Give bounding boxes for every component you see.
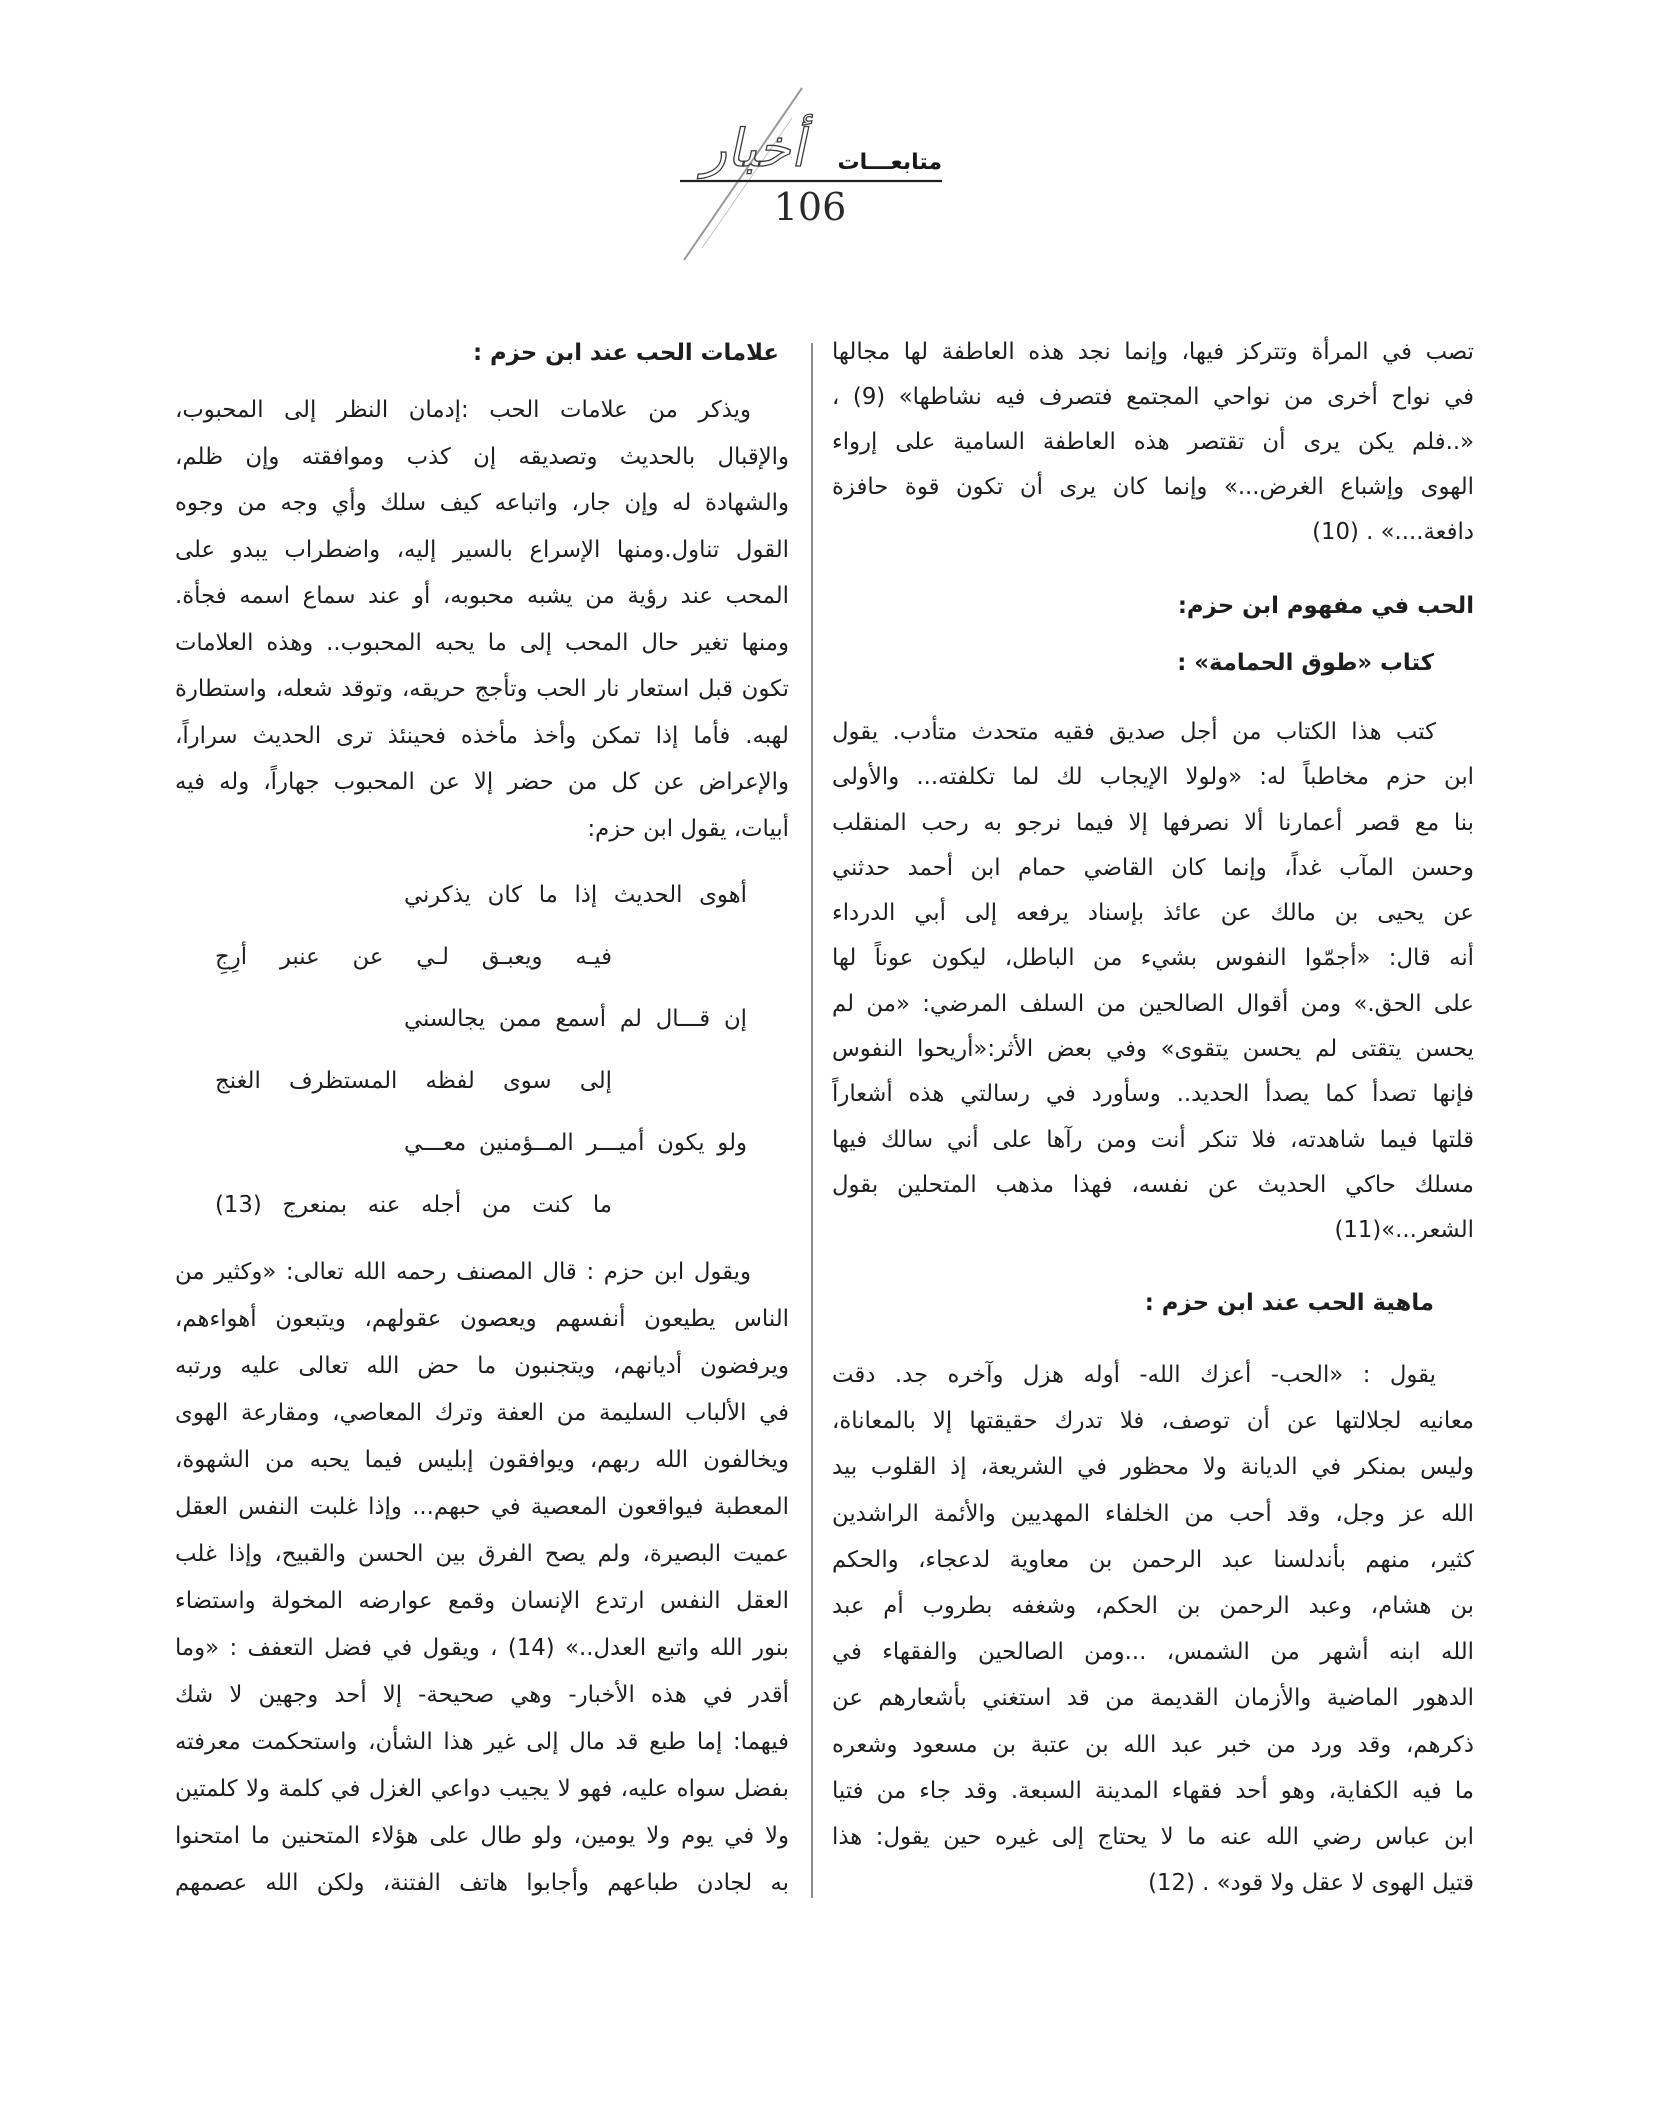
- text-line: ويقول ابن حزم : قال المصنف رحمه الله تعالى: «وكثير من: [175, 1259, 751, 1285]
- text-line: فإنها تصدأ كما يصدأ الحديد.. وسأورد في رسالتي هذه أشعاراً: [832, 1081, 1474, 1108]
- text-line: المحب عند رؤية من يشبه محبوبه، أو عند سماع اسمه فجأة.: [175, 583, 789, 609]
- right-column: [832, 0, 1474, 2126]
- text-line: أبيات، يقول ابن حزم:: [587, 815, 789, 842]
- section-heading: علامات الحب عند ابن حزم :: [472, 340, 779, 366]
- text-line: الناس يطيعون أنفسهم ويعصون عقولهم، ويتبعون أهواءهم،: [175, 1306, 789, 1332]
- text-line: الله ابنه أشهر من الشمس، ...ومن الصالحين والفقهاء في: [832, 1639, 1474, 1666]
- text-line: والإعراض عن كل من حضر إلا عن المحبوب جهاراً، وله فيه: [175, 769, 789, 795]
- text-line: وليس بمنكر في الديانة ولا محظور في الشريعة، إذ القلوب بيد: [832, 1454, 1474, 1481]
- paragraph: [175, 1249, 789, 1907]
- text-line: في نواح أخرى من نواحي المجتمع فتصرف فيه نشاطها» (9) ،: [832, 384, 1475, 410]
- column-divider: [811, 343, 813, 1898]
- text-line: والشهادة له وإن جار، واتباعه كيف سلك وأي وجه من وجوه: [175, 490, 789, 516]
- paragraph: [175, 387, 789, 852]
- page-number: 106: [773, 185, 847, 229]
- text-line: ذكرهم، وقد ورد من خبر عبد الله بن عتبة بن مسعود وشعره: [832, 1731, 1474, 1758]
- poem-verse: فيـه ويعبـق لـي عن عنبر أرِجِ: [215, 944, 612, 970]
- text-line: ومنها تغير حال المحب إلى ما يحبه المحبوب.. وهذه العلامات: [175, 629, 789, 656]
- heading-block: [832, 1280, 1474, 1326]
- text-line: ما فيه الكفاية، وهو أحد فقهاء المدينة السبعة. وقد جاء من فتيا: [832, 1777, 1474, 1804]
- poem: [175, 864, 789, 1236]
- text-line: ابن حزم مخاطباً له: «ولولا الإيجاب لك لما تكلفته... والأولى: [832, 764, 1474, 791]
- text-line: الله عز وجل، وقد أحب من الخلفاء المهديين والأئمة الراشدين: [832, 1500, 1474, 1527]
- text-line: العقل النفس ارتدع الإنسان وقمع عوارضه المخولة واستضاء: [175, 1588, 789, 1614]
- poem-verse: أهوى الحديث إذا ما كان يذكرني: [404, 882, 747, 908]
- text-line: مسلك حاكي الحديث عن نفسه، فهذا مذهب المتحلين بقول: [832, 1171, 1474, 1198]
- paragraph: [832, 1352, 1474, 1906]
- text-line: ابن عباس رضي الله عنه ما لا يحتاج إلى غيره حين يقول: هذا: [832, 1823, 1474, 1850]
- section-heading: الحب في مفهوم ابن حزم:: [1177, 593, 1474, 619]
- text-line: «..فلم يكن يرى أن تقتصر هذه العاطفة السامية على إرواء: [832, 429, 1474, 455]
- left-column: [175, 0, 789, 2126]
- text-line: وحسن المآب غداً، وإنما كان القاضي حمام ابن أحمد حدثني: [832, 854, 1474, 881]
- paragraph: [832, 330, 1474, 555]
- section-subheading: كتاب «طوق الحمامة» :: [1177, 650, 1434, 676]
- poem-verse: ما كنت من أجله عنه بمنعرج (13): [215, 1192, 612, 1218]
- heading-block: [832, 583, 1474, 629]
- text-line: دافعة....» . (10): [1312, 519, 1474, 545]
- text-line: على الحق.» ومن أقوال الصالحين من السلف المرضي: «من لم: [832, 990, 1474, 1017]
- text-line: كثير، منهم بأندلسنا عبد الرحمن بن معاوية لدعجاء، والحكم: [832, 1546, 1474, 1573]
- text-line: ويرفضون أديانهم، ويتجنبون ما حض الله تعالى عليه ورتبه: [175, 1353, 789, 1379]
- text-line: بنور الله واتبع العدل..» (14) ، ويقول في فضل التعفف : «وما: [175, 1635, 789, 1661]
- text-line: يحسن يتقتى لم يحسن يتقوى» وفي بعض الأثر:«أريحوا النفوس: [832, 1036, 1474, 1063]
- text-line: الشعر...»(11): [1334, 1217, 1474, 1244]
- text-line: الهوى وإشباع الغرض...» وإنما كان يرى أن تكون قوة حافزة: [832, 474, 1474, 500]
- text-line: بنا مع قصر أعمارنا ألا نصرفها إلا فيما نرجو به رحب المنقلب: [832, 809, 1474, 836]
- poem-verse: إلى سوى لفظه المستظرف الغنج: [215, 1068, 612, 1094]
- text-line: تكون قبل استعار نار الحب وتأجج حريقه، وتوقد شعله، واستطارة: [175, 676, 789, 702]
- poem-verse: إن قـــال لم أسمع ممن يجالسني: [404, 1006, 747, 1032]
- text-line: تصب في المرأة وتتركز فيها، وإنما نجد هذه العاطفة لها مجالها: [832, 339, 1474, 365]
- text-line: أنه قال: «أجمّوا النفوس بشيء من الباطل، ليكون عوناً لها: [832, 945, 1474, 972]
- text-line: المعطبة فيواقعون المعصية في حبهم... وإذا غلبت النفس العقل: [175, 1494, 789, 1520]
- text-line: ولا في يوم ولا يومين، ولو طال على هؤلاء المتحنين ما امتحنوا: [175, 1823, 789, 1849]
- text-line: ويذكر من علامات الحب :إدمان النظر إلى المحبوب،: [175, 397, 751, 423]
- text-line: معانيه لجلالتها عن أن توصف، فلا تدرك حقيقتها إلا بالمعاناة،: [832, 1408, 1474, 1435]
- text-line: يقول : «الحب- أعزك الله- أوله هزل وآخره جد. دقت: [832, 1362, 1436, 1388]
- text-line: لهبه. فأما إذا تمكن وأخذ مأخذه فحينئذ ترى الحديث سراراً،: [175, 722, 789, 749]
- heading-block: [175, 330, 789, 376]
- logo-text: أخبار: [699, 118, 816, 179]
- text-line: كتب هذا الكتاب من أجل صديق فقيه متحدث متأدب. يقول: [832, 719, 1436, 745]
- text-line: قلتها فيما شاهدته، فلا تنكر أنت ومن رآها على أني سالك فيها: [832, 1126, 1474, 1153]
- text-line: عميت البصيرة، ولم يصح الفرق بين الحسن والقبيح، وإذا غلب: [175, 1541, 789, 1567]
- text-line: بن هشام، وعبد الرحمن بن الحكم، وشغفه بطروب أم عبد: [832, 1592, 1474, 1619]
- poem-verse: ولو يكون أميـــر المــؤمنين معـــي: [404, 1130, 747, 1156]
- text-line: الدهور الماضية والأزمان القديمة من قد استغني بأشعارهم عن: [832, 1685, 1474, 1712]
- text-line: القول تناول.ومنها الإسراع بالسير إليه، واضطراب يبدو على: [175, 536, 789, 563]
- text-line: قتيل الهوى لا عقل ولا قود» . (12): [1148, 1870, 1474, 1897]
- text-line: عن يحيى بن مالك عن عائذ بإسناد يرفعه إلى أبي الدرداء: [832, 900, 1474, 927]
- text-line: ويخالفون الله ربهم، ويوافقون إبليس فيما يحبه من الشهوة،: [175, 1447, 789, 1473]
- section-label: متابعـــات: [837, 150, 942, 175]
- text-line: في الألباب السليمة من العفة وترك المعاصي، ومقارعة الهوى: [175, 1400, 789, 1426]
- text-line: أقدر في هذه الأخبار- وهي صحيحة- إلا أحد وجهين لا شك: [175, 1682, 789, 1708]
- text-line: به لجادن طباعهم وأجابوا هاتف الفتنة، ولكن الله عصمهم: [175, 1870, 789, 1896]
- text-line: والإقبال بالحديث وتصديقه إن كذب وموافقته وإن ظلم،: [175, 443, 789, 470]
- paragraph: [832, 710, 1474, 1254]
- text-line: فيهما: إما طبع قد مال إلى غير هذا الشأن، واستحكمت معرفته: [175, 1729, 789, 1755]
- heading-block: [832, 640, 1474, 686]
- section-heading: ماهية الحب عند ابن حزم :: [1144, 1290, 1434, 1316]
- text-line: بفضل سواه عليه، فهو لا يجيب دواعي الغزل في كلمة ولا كلمتين: [175, 1776, 789, 1802]
